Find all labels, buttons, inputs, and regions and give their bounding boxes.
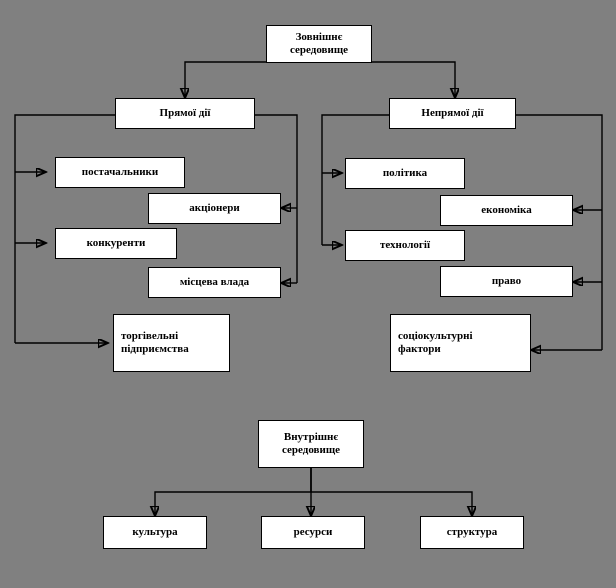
node-culture[interactable]	[103, 516, 207, 549]
node-indirect-action[interactable]	[389, 98, 516, 129]
node-resources[interactable]	[261, 516, 365, 549]
node-internal-environment[interactable]	[258, 420, 364, 468]
node-suppliers[interactable]	[55, 157, 185, 188]
node-label-line: Непрямої дії	[421, 107, 484, 120]
node-competitors[interactable]	[55, 228, 177, 259]
node-label-line: середовище	[282, 444, 340, 456]
node-label-line: середовище	[290, 44, 348, 56]
node-label-line: акціонери	[189, 202, 240, 215]
link-internal-to-culture	[155, 468, 311, 516]
node-label-line: місцева влада	[179, 276, 250, 289]
node-economics[interactable]	[440, 195, 573, 226]
node-label-line: ресурси	[293, 526, 333, 539]
node-label-line: культура	[132, 526, 178, 539]
node-label-line: соціокультурні	[398, 330, 473, 343]
node-local-authorities[interactable]	[148, 267, 281, 298]
node-label-line: Прямої дії	[159, 107, 211, 120]
node-shareholders[interactable]	[148, 193, 281, 224]
node-label-line: структура	[446, 526, 498, 539]
node-label-line: Внутрішнє	[283, 431, 339, 444]
node-label-line: технології	[379, 239, 431, 252]
node-technology[interactable]	[345, 230, 465, 261]
node-direct-action[interactable]	[115, 98, 255, 129]
link-external-to-indirect	[372, 62, 455, 98]
node-politics[interactable]	[345, 158, 465, 189]
node-label-line: економіка	[481, 204, 532, 217]
node-label-line: Зовнішнє	[295, 31, 343, 44]
node-label-line: конкуренти	[86, 237, 146, 250]
node-law[interactable]	[440, 266, 573, 297]
node-external-environment[interactable]	[266, 25, 372, 63]
node-label-line: право	[491, 275, 522, 288]
node-sociocultural-factors[interactable]	[390, 314, 531, 372]
node-label-line: політика	[382, 167, 428, 180]
link-external-to-direct	[185, 62, 300, 98]
node-trade-enterprises[interactable]	[113, 314, 230, 372]
node-label-line: фактори	[398, 343, 441, 355]
node-label-line: підприємства	[121, 343, 189, 355]
node-structure[interactable]	[420, 516, 524, 549]
link-internal-to-structure	[311, 468, 472, 516]
node-label-line: торгівельні	[121, 330, 179, 343]
node-label-line: постачальники	[81, 166, 159, 179]
